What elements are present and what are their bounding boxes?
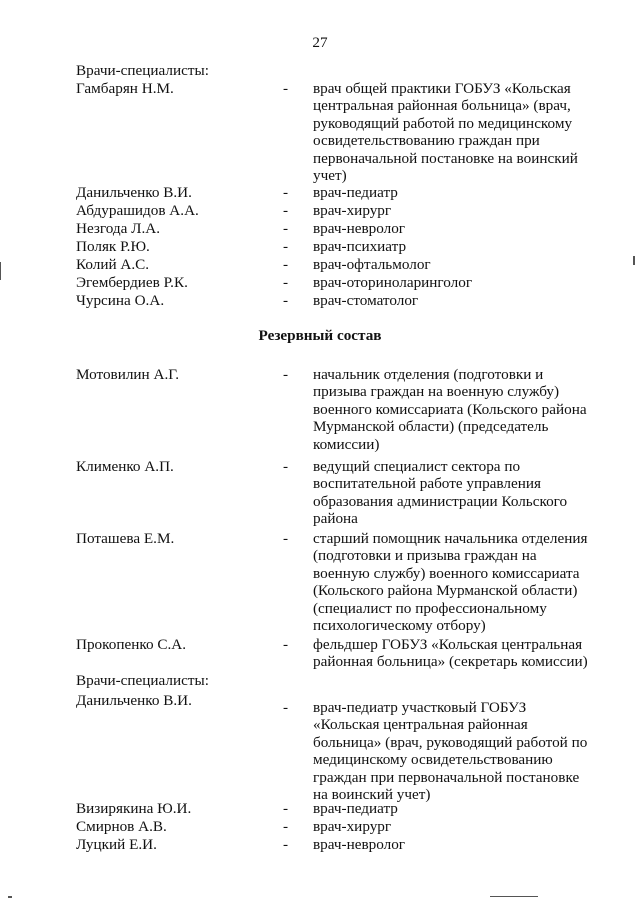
role-line: врач-невролог xyxy=(313,220,406,237)
dash-separator: - xyxy=(283,530,289,547)
role-line: военную службу) военного комиссариата xyxy=(313,564,580,582)
member-name: Абдурашидов А.А. xyxy=(76,202,199,219)
member-name: Незгода Л.А. xyxy=(76,220,161,237)
member-name: Колий А.С. xyxy=(76,256,150,273)
member-name: Поляк Р.Ю. xyxy=(76,238,150,255)
dash-separator: - xyxy=(283,202,289,219)
section-heading-specialists: Врачи-специалисты: xyxy=(76,672,209,689)
role-line: учет) xyxy=(313,167,347,185)
dash-separator: - xyxy=(283,800,289,817)
role-line: «Кольская центральная районная xyxy=(313,716,528,734)
member-name: Поташева Е.М. xyxy=(76,530,175,547)
member-role xyxy=(313,366,593,453)
member-role xyxy=(313,202,593,219)
member-name: Чурсина О.А. xyxy=(76,292,165,309)
scan-edge-mark xyxy=(633,256,635,265)
scan-edge-mark xyxy=(0,262,1,280)
member-name: Прокопенко С.А. xyxy=(76,636,187,653)
role-line: врач-психиатр xyxy=(313,238,407,255)
member-role xyxy=(313,256,593,273)
role-line: психологическому отбору) xyxy=(313,617,486,635)
role-line: врач-педиатр участковый ГОБУЗ xyxy=(313,699,527,716)
scan-bottom-speck xyxy=(8,896,12,898)
role-line: (подготовки и призыва граждан на xyxy=(313,547,537,565)
role-line: районная больница» (секретарь комиссии) xyxy=(313,653,588,671)
role-line: (Кольского района Мурманской области) xyxy=(313,582,578,600)
member-role xyxy=(313,836,593,853)
role-line: ведущий специалист сектора по xyxy=(313,458,521,475)
dash-separator: - xyxy=(283,699,289,716)
role-line: начальник отделения (подготовки и xyxy=(313,366,544,383)
dash-separator: - xyxy=(283,818,289,835)
role-line: врач-педиатр xyxy=(313,184,398,201)
member-role xyxy=(313,220,593,237)
role-line: (специалист по профессиональному xyxy=(313,599,547,617)
role-line: воспитательной работе управления xyxy=(313,475,541,493)
dash-separator: - xyxy=(283,458,289,475)
member-name: Данильченко В.И. xyxy=(76,692,192,709)
role-line: образования администрации Кольского xyxy=(313,492,568,510)
member-name: Визирякина Ю.И. xyxy=(76,800,192,817)
member-name: Смирнов А.В. xyxy=(76,818,167,835)
role-line: военного комиссариата (Кольского района xyxy=(313,400,587,418)
member-role xyxy=(313,530,593,634)
member-name: Мотовилин А.Г. xyxy=(76,366,180,383)
dash-separator: - xyxy=(283,80,289,97)
role-line: руководящий работой по медицинскому xyxy=(313,114,573,132)
role-line: Мурманской области) (председатель xyxy=(313,418,549,436)
member-role xyxy=(313,238,593,255)
page-number: 27 xyxy=(312,34,328,51)
role-line: фельдшер ГОБУЗ «Кольская центральная xyxy=(313,636,583,653)
role-line: врач-хирург xyxy=(313,818,392,835)
member-name: Данильченко В.И. xyxy=(76,184,192,201)
member-name: Эгембердиев Р.К. xyxy=(76,274,188,291)
member-role xyxy=(313,184,593,201)
dash-separator: - xyxy=(283,292,289,309)
dash-separator: - xyxy=(283,636,289,653)
role-line: врач-невролог xyxy=(313,836,406,853)
role-line: на воинский учет) xyxy=(313,786,431,804)
role-line: медицинскому освидетельствованию xyxy=(313,751,553,769)
role-line: первоначальной постановке на воинский xyxy=(313,149,578,167)
role-line: района xyxy=(313,510,358,528)
role-line: врач общей практики ГОБУЗ «Кольская xyxy=(313,80,571,97)
role-line: освидетельствованию граждан при xyxy=(313,132,540,150)
member-role xyxy=(313,699,593,803)
section-title-reserve: Резервный состав xyxy=(258,327,382,344)
member-name: Гамбарян Н.М. xyxy=(76,80,174,97)
member-role xyxy=(313,636,593,671)
member-role xyxy=(313,292,593,309)
scan-bottom-line xyxy=(490,896,538,897)
dash-separator: - xyxy=(283,256,289,273)
dash-separator: - xyxy=(283,366,289,383)
role-line: врач-офтальмолог xyxy=(313,256,431,273)
member-name: Клименко А.П. xyxy=(76,458,174,475)
dash-separator: - xyxy=(283,836,289,853)
role-line: центральная районная больница» (врач, xyxy=(313,97,571,115)
member-role xyxy=(313,800,593,817)
dash-separator: - xyxy=(283,238,289,255)
dash-separator: - xyxy=(283,274,289,291)
role-line: врач-педиатр xyxy=(313,800,398,817)
role-line: призыва граждан на военную службу) xyxy=(313,383,560,401)
dash-separator: - xyxy=(283,220,289,237)
role-line: комиссии) xyxy=(313,435,380,453)
dash-separator: - xyxy=(283,184,289,201)
role-line: врач-стоматолог xyxy=(313,292,419,309)
role-line: старший помощник начальника отделения xyxy=(313,530,588,547)
role-line: врач-хирург xyxy=(313,202,392,219)
section-heading-specialists: Врачи-специалисты: xyxy=(76,62,209,79)
role-line: больница» (врач, руководящий работой по xyxy=(313,733,588,751)
member-role xyxy=(313,458,593,528)
member-role xyxy=(313,274,593,291)
role-line: врач-оториноларинголог xyxy=(313,274,473,291)
role-line: граждан при первоначальной постановке xyxy=(313,768,580,786)
member-name: Луцкий Е.И. xyxy=(76,836,157,853)
member-role xyxy=(313,818,593,835)
member-role xyxy=(313,80,593,184)
